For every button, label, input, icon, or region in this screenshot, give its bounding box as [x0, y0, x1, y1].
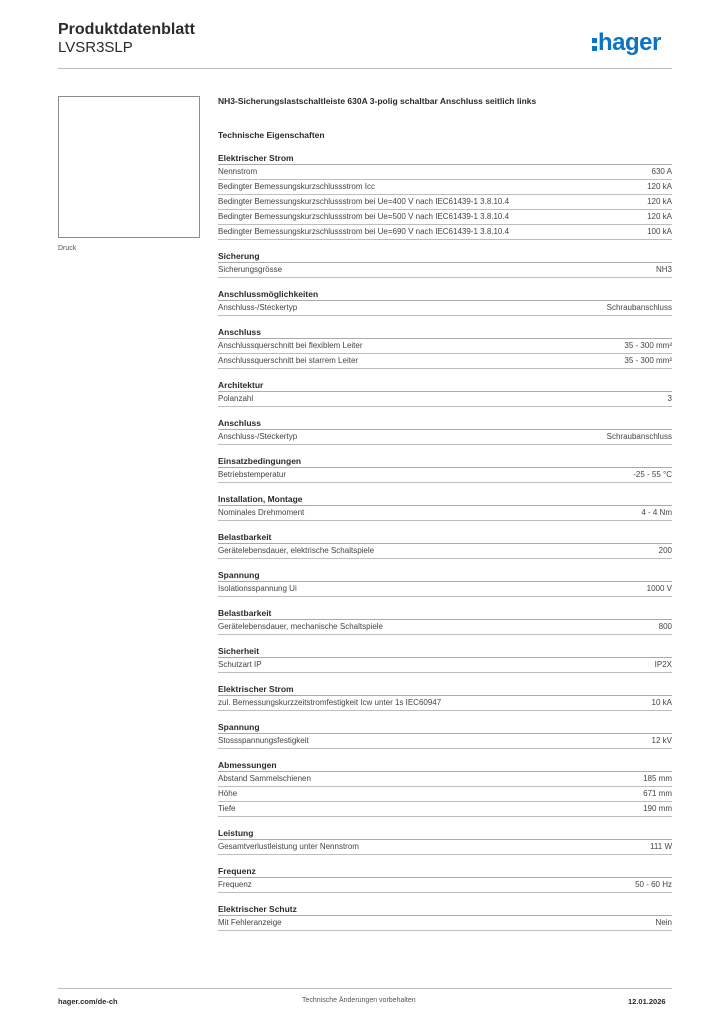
spec-label: Betriebstemperatur: [218, 470, 287, 479]
spec-label: Anschluss-/Steckertyp: [218, 432, 298, 441]
spec-label: Höhe: [218, 789, 238, 798]
spec-value: NH3: [655, 265, 672, 274]
hager-logo[interactable]: [592, 29, 661, 57]
spec-row: [218, 210, 672, 225]
product-description: NH3-Sicherungslastschaltleiste 630A 3-polig schaltbar Anschluss seitlich links: [218, 96, 537, 106]
logo-text: hager: [598, 29, 661, 56]
spec-value: 111 W: [650, 842, 672, 851]
spec-label: Anschlussquerschnitt bei starrem Leiter: [218, 356, 359, 365]
spec-label: Bedingter Bemessungskurzschlussstrom bei Ue=690 V nach IEC61439-1 3.8.10.4: [218, 227, 510, 236]
spec-label: Frequenz: [218, 880, 252, 889]
spec-section: [218, 645, 672, 673]
spec-label: Gerätelebensdauer, mechanische Schaltspiele: [218, 622, 383, 631]
spec-section: [218, 759, 672, 817]
spec-value: 800: [658, 622, 672, 631]
spec-row: [218, 468, 672, 483]
section-title: Installation, Montage: [218, 493, 672, 506]
spec-label: Schutzart IP: [218, 660, 262, 669]
tech-heading: Technische Eigenschaften: [218, 130, 325, 140]
spec-label: Mit Fehleranzeige: [218, 918, 282, 927]
spec-row: [218, 392, 672, 407]
spec-sections: [218, 152, 672, 931]
spec-section: [218, 288, 672, 316]
spec-value: 3: [667, 394, 672, 403]
product-code: LVSR3SLP: [58, 39, 133, 56]
spec-row: [218, 620, 672, 635]
logo-dots-icon: [592, 29, 597, 57]
spec-value: Nein: [655, 918, 672, 927]
spec-value: 120 kA: [647, 182, 672, 191]
spec-value: IP2X: [654, 660, 672, 669]
spec-section: [218, 379, 672, 407]
spec-row: [218, 916, 672, 931]
footer-website-link[interactable]: hager.com/de-ch: [58, 997, 118, 1006]
spec-label: Stossspannungsfestigkeit: [218, 736, 309, 745]
spec-section: [218, 493, 672, 521]
spec-row: [218, 840, 672, 855]
section-title: Spannung: [218, 569, 672, 582]
spec-section: [218, 721, 672, 749]
spec-label: Gerätelebensdauer, elektrische Schaltspiele: [218, 546, 375, 555]
section-title: Elektrischer Strom: [218, 152, 672, 165]
section-title: Sicherung: [218, 250, 672, 263]
spec-section: [218, 152, 672, 240]
spec-value: Schraubanschluss: [606, 432, 672, 441]
spec-value: 200: [658, 546, 672, 555]
spec-row: [218, 180, 672, 195]
section-title: Elektrischer Schutz: [218, 903, 672, 916]
spec-row: [218, 802, 672, 817]
spec-section: [218, 417, 672, 445]
spec-section: [218, 827, 672, 855]
spec-row: [218, 544, 672, 559]
section-title: Anschlussmöglichkeiten: [218, 288, 672, 301]
spec-label: Bedingter Bemessungskurzschlussstrom bei Ue=500 V nach IEC61439-1 3.8.10.4: [218, 212, 510, 221]
spec-value: 35 - 300 mm²: [624, 356, 672, 365]
spec-row: [218, 878, 672, 893]
spec-label: Gesamtverlustleistung unter Nennstrom: [218, 842, 359, 851]
spec-value: -25 - 55 °C: [633, 470, 672, 479]
spec-section: [218, 455, 672, 483]
section-title: Leistung: [218, 827, 672, 840]
spec-row: [218, 430, 672, 445]
spec-value: 100 kA: [647, 227, 672, 236]
spec-row: [218, 354, 672, 369]
spec-value: Schraubanschluss: [606, 303, 672, 312]
spec-value: 35 - 300 mm²: [624, 341, 672, 350]
section-title: Belastbarkeit: [218, 531, 672, 544]
spec-label: Sicherungsgrösse: [218, 265, 283, 274]
spec-label: Isolationsspannung Ui: [218, 584, 297, 593]
spec-row: [218, 195, 672, 210]
section-title: Einsatzbedingungen: [218, 455, 672, 468]
spec-section: [218, 865, 672, 893]
spec-label: Polanzahl: [218, 394, 254, 403]
datasheet-content: [218, 96, 672, 941]
page-title: Produktdatenblatt: [58, 21, 195, 38]
spec-section: [218, 531, 672, 559]
spec-value: 120 kA: [647, 212, 672, 221]
spec-label: Anschluss-/Steckertyp: [218, 303, 298, 312]
spec-value: 120 kA: [647, 197, 672, 206]
spec-section: [218, 569, 672, 597]
spec-row: [218, 696, 672, 711]
spec-section: [218, 683, 672, 711]
spec-label: Abstand Sammelschienen: [218, 774, 311, 783]
spec-row: [218, 787, 672, 802]
section-title: Belastbarkeit: [218, 607, 672, 620]
footer-divider: [58, 988, 672, 989]
spec-value: 671 mm: [643, 789, 672, 798]
spec-label: Nennstrom: [218, 167, 258, 176]
spec-row: [218, 165, 672, 180]
spec-section: [218, 607, 672, 635]
spec-row: [218, 263, 672, 278]
spec-row: [218, 582, 672, 597]
section-title: Abmessungen: [218, 759, 672, 772]
spec-label: Tiefe: [218, 804, 236, 813]
spec-value: 10 kA: [651, 698, 672, 707]
spec-value: 1000 V: [646, 584, 672, 593]
footer-date: 12.01.2026: [628, 997, 666, 1006]
spec-label: zul. Bemessungskurzzeitstromfestigkeit Icw unter 1s IEC60947: [218, 698, 442, 707]
spec-row: [218, 506, 672, 521]
spec-value: 630 A: [651, 167, 672, 176]
spec-value: 4 - 4 Nm: [641, 508, 672, 517]
section-title: Anschluss: [218, 417, 672, 430]
spec-label: Bedingter Bemessungskurzschlussstrom Icc: [218, 182, 375, 191]
spec-row: [218, 339, 672, 354]
section-title: Sicherheit: [218, 645, 672, 658]
spec-row: [218, 734, 672, 749]
spec-row: [218, 301, 672, 316]
spec-label: Nominales Drehmoment: [218, 508, 305, 517]
spec-section: [218, 903, 672, 931]
spec-row: [218, 658, 672, 673]
spec-row: [218, 772, 672, 787]
section-title: Frequenz: [218, 865, 672, 878]
section-title: Anschluss: [218, 326, 672, 339]
spec-section: [218, 250, 672, 278]
spec-label: Bedingter Bemessungskurzschlussstrom bei Ue=400 V nach IEC61439-1 3.8.10.4: [218, 197, 510, 206]
spec-value: 190 mm: [643, 804, 672, 813]
spec-value: 50 - 60 Hz: [635, 880, 672, 889]
section-title: Elektrischer Strom: [218, 683, 672, 696]
section-title: Architektur: [218, 379, 672, 392]
footer-disclaimer: Technische Änderungen vorbehalten: [302, 997, 416, 1004]
spec-value: 185 mm: [643, 774, 672, 783]
header-divider: [58, 68, 672, 69]
spec-row: [218, 225, 672, 240]
section-title: Spannung: [218, 721, 672, 734]
spec-value: 12 kV: [651, 736, 672, 745]
spec-section: [218, 326, 672, 369]
image-caption: Druck: [58, 245, 77, 252]
product-image: [58, 96, 200, 238]
spec-label: Anschlussquerschnitt bei flexiblem Leiter: [218, 341, 363, 350]
